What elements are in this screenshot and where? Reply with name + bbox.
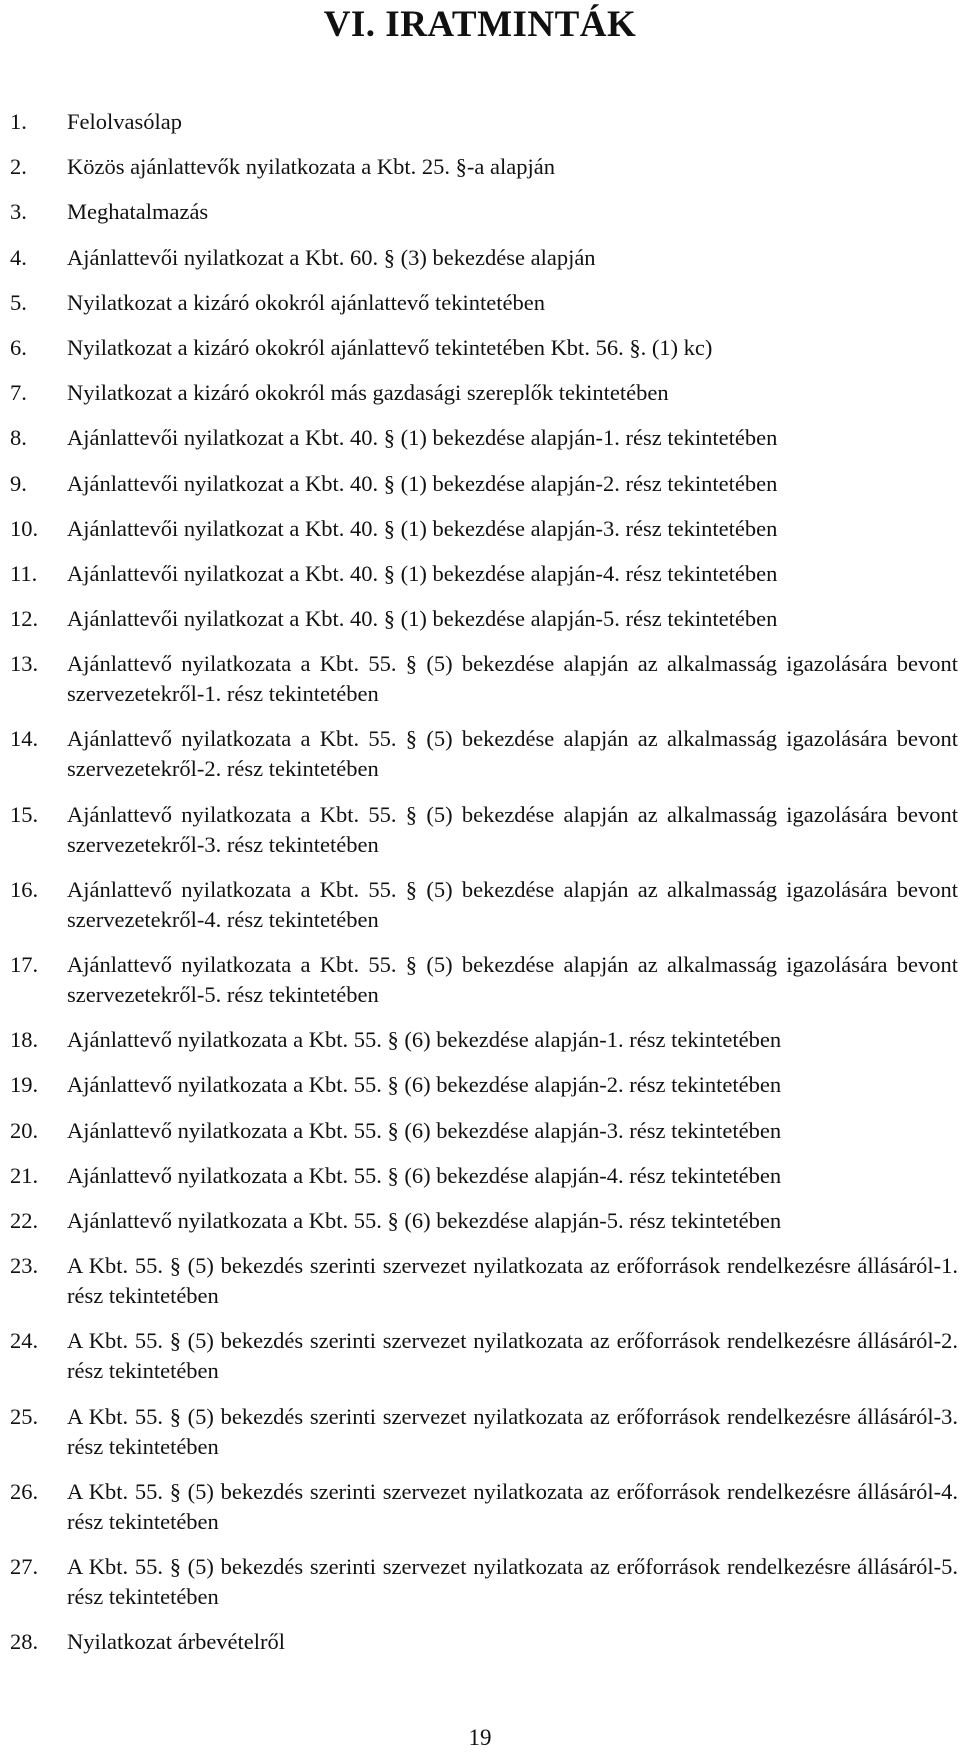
list-item-text: Ajánlattevői nyilatkozat a Kbt. 40. § (1) bekezdése alapján-1. rész tekintetében (67, 425, 778, 451)
list-item-number: 4. (10, 244, 27, 270)
list-item (10, 1627, 958, 1657)
list-item-number: 28. (10, 1629, 39, 1655)
list-item-text: A Kbt. 55. § (5) bekezdés szerinti szervezet nyilatkozata az erőforrások rendelkezésre állásáról-2. rész tekintetében (67, 1328, 958, 1384)
list-item-number: 25. (10, 1403, 39, 1429)
list-item-number: 3. (10, 199, 27, 225)
list-item-number: 24. (10, 1328, 39, 1354)
list-item (10, 800, 958, 860)
list-item-text: Ajánlattevő nyilatkozata a Kbt. 55. § (5) bekezdése alapján az alkalmasság igazolására bevont szervezetekről-2. rész tekintetében (67, 726, 958, 782)
list-item-text: Ajánlattevői nyilatkozat a Kbt. 40. § (1) bekezdése alapján-2. rész tekintetében (67, 470, 778, 496)
list-item (10, 875, 958, 935)
list-item (10, 243, 958, 273)
list-item-text: Nyilatkozat a kizáró okokról ajánlattevő tekintetében (67, 289, 545, 315)
list-item-number: 5. (10, 289, 27, 315)
list-item (10, 649, 958, 709)
list-item-text: Ajánlattevő nyilatkozata a Kbt. 55. § (6) bekezdése alapján-2. rész tekintetében (67, 1072, 782, 1098)
list-item-text: Nyilatkozat árbevételről (67, 1629, 286, 1655)
list-item (10, 604, 958, 634)
list-item-text: Ajánlattevői nyilatkozat a Kbt. 40. § (1) bekezdése alapján-3. rész tekintetében (67, 515, 778, 541)
list-item-number: 11. (10, 560, 38, 586)
list-item-text: A Kbt. 55. § (5) bekezdés szerinti szervezet nyilatkozata az erőforrások rendelkezésre állásáról-1. rész tekintetében (67, 1253, 958, 1309)
list-item (10, 152, 958, 182)
list-item-text: Közös ajánlattevők nyilatkozata a Kbt. 25. §-a alapján (67, 154, 555, 180)
list-item-text: Ajánlattevő nyilatkozata a Kbt. 55. § (5) bekezdése alapján az alkalmasság igazolására bevont szervezetekről-5. rész tekintetében (67, 952, 958, 1007)
list-item-number: 23. (10, 1253, 39, 1279)
list-item (10, 1161, 958, 1191)
list-item-text: A Kbt. 55. § (5) bekezdés szerinti szervezet nyilatkozata az erőforrások rendelkezésre állásáról-4. rész tekintetében (67, 1478, 958, 1534)
list-item-number: 22. (10, 1207, 39, 1233)
list-item-text: Nyilatkozat a kizáró okokról ajánlattevő tekintetében Kbt. 56. §. (1) kc) (67, 334, 713, 360)
list-item (10, 378, 958, 408)
list-item-number: 27. (10, 1553, 39, 1579)
list-item (10, 724, 958, 784)
list-item-text: Ajánlattevői nyilatkozat a Kbt. 40. § (1) bekezdése alapján-4. rész tekintetében (67, 560, 778, 586)
list-item (10, 1552, 958, 1612)
page-title: VI. IRATMINTÁK (323, 4, 637, 45)
list-item (10, 1402, 958, 1462)
list-item-number: 1. (10, 109, 27, 134)
list-item-text: Ajánlattevő nyilatkozata a Kbt. 55. § (6) bekezdése alapján-1. rész tekintetében (67, 1027, 782, 1053)
list-item (10, 1025, 958, 1055)
list-item (10, 1206, 958, 1236)
document-list (10, 107, 958, 1672)
list-item-text: Ajánlattevő nyilatkozata a Kbt. 55. § (6) bekezdése alapján-4. rész tekintetében (67, 1162, 782, 1188)
list-item (10, 423, 958, 453)
list-item (10, 288, 958, 318)
list-item-number: 13. (10, 651, 39, 677)
list-item-number: 15. (10, 801, 39, 827)
list-item (10, 559, 958, 589)
list-item (10, 1477, 958, 1537)
list-item-number: 18. (10, 1027, 39, 1053)
list-item-number: 17. (10, 952, 39, 977)
list-item (10, 1251, 958, 1311)
list-item-text: Ajánlattevői nyilatkozat a Kbt. 60. § (3) bekezdése alapján (67, 244, 596, 270)
list-item-number: 2. (10, 154, 27, 180)
list-item (10, 107, 958, 137)
list-item-number: 19. (10, 1072, 39, 1098)
list-item-number: 6. (10, 334, 27, 360)
list-item (10, 950, 958, 1010)
list-item-number: 26. (10, 1478, 39, 1504)
list-item (10, 197, 958, 227)
list-item (10, 514, 958, 544)
list-item-number: 21. (10, 1162, 39, 1188)
page-number: 19 (468, 1725, 492, 1750)
list-item-number: 14. (10, 726, 39, 752)
list-item-text: Ajánlattevői nyilatkozat a Kbt. 40. § (1) bekezdése alapján-5. rész tekintetében (67, 606, 778, 632)
list-item (10, 1116, 958, 1146)
list-item-text: Ajánlattevő nyilatkozata a Kbt. 55. § (5) bekezdése alapján az alkalmasság igazolására bevont szervezetekről-4. rész tekintetében (67, 876, 958, 932)
list-item-number: 12. (10, 606, 39, 632)
list-item-text: Ajánlattevő nyilatkozata a Kbt. 55. § (5) bekezdése alapján az alkalmasság igazolására bevont szervezetekről-1. rész tekintetében (67, 651, 958, 707)
list-item (10, 1326, 958, 1386)
list-item-text: Ajánlattevő nyilatkozata a Kbt. 55. § (6) bekezdése alapján-5. rész tekintetében (67, 1207, 782, 1233)
list-item-number: 16. (10, 876, 39, 902)
list-item-text: Ajánlattevő nyilatkozata a Kbt. 55. § (6) bekezdése alapján-3. rész tekintetében (67, 1117, 782, 1143)
list-item-number: 9. (10, 470, 27, 496)
list-item (10, 333, 958, 363)
list-item-number: 10. (10, 515, 39, 541)
list-item-text: A Kbt. 55. § (5) bekezdés szerinti szervezet nyilatkozata az erőforrások rendelkezésre állásáról-5. rész tekintetében (67, 1553, 958, 1609)
list-item-text: A Kbt. 55. § (5) bekezdés szerinti szervezet nyilatkozata az erőforrások rendelkezésre állásáról-3. rész tekintetében (67, 1403, 958, 1459)
list-item-text: Nyilatkozat a kizáró okokról más gazdasági szereplők tekintetében (67, 380, 669, 406)
list-item-number: 20. (10, 1117, 39, 1143)
list-item-text: Ajánlattevő nyilatkozata a Kbt. 55. § (5) bekezdése alapján az alkalmasság igazolására bevont szervezetekről-3. rész tekintetében (67, 801, 958, 857)
list-item (10, 469, 958, 499)
list-item-text: Felolvasólap (67, 109, 182, 134)
list-item-number: 7. (10, 380, 27, 406)
list-item (10, 1070, 958, 1100)
list-item-text: Meghatalmazás (67, 199, 209, 225)
list-item-number: 8. (10, 425, 27, 451)
